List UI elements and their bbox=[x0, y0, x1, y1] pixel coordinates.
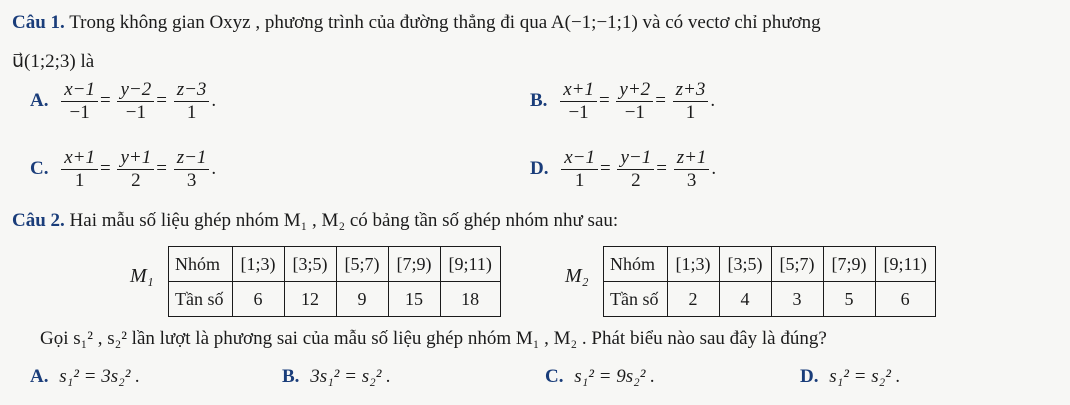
table2-name: M₂ bbox=[565, 265, 589, 287]
table-cell: 12 bbox=[284, 282, 336, 317]
table-cell: [3;5) bbox=[284, 247, 336, 282]
table-row bbox=[169, 282, 501, 317]
table-cell: Tần số bbox=[604, 282, 668, 317]
option-label: A. bbox=[30, 366, 49, 387]
q1-text: Trong không gian Oxyz , phương trình của đường thẳng đi qua A(−1;−1;1) và có vectơ chỉ phương bbox=[69, 12, 821, 33]
table-cell: 3 bbox=[771, 282, 823, 317]
q1-option-d[interactable]: D. $\frac{x-1}{1}$ = $\frac{y-1}{2}$ = $\frac{z+1}{3}$ . bbox=[530, 147, 717, 191]
q2-option-c[interactable] bbox=[545, 366, 655, 388]
option-label: B. bbox=[530, 90, 548, 112]
table-cell: 5 bbox=[823, 282, 875, 317]
q2-question: Gọi s₁² , s₂² lần lượt là phương sai của mẫu số liệu ghép nhóm M₁ , M₂ . Phát biểu nào sau đây là đúng? bbox=[40, 328, 827, 349]
table-cell: 18 bbox=[440, 282, 500, 317]
table-cell: [1;3) bbox=[667, 247, 719, 282]
option-text: s₁² = 9s₂² . bbox=[574, 366, 655, 387]
option-label: B. bbox=[282, 366, 300, 387]
option-text: 3s₁² = s₂² . bbox=[310, 366, 391, 387]
q1-label: Câu 1. bbox=[12, 12, 65, 33]
table-cell: [7;9) bbox=[388, 247, 440, 282]
table-m2 bbox=[603, 246, 936, 317]
table-row bbox=[604, 282, 936, 317]
table-cell: [5;7) bbox=[336, 247, 388, 282]
q2-option-a[interactable] bbox=[30, 366, 140, 388]
table-row bbox=[604, 247, 936, 282]
q2-label: Câu 2. bbox=[12, 210, 65, 231]
table-cell: [1;3) bbox=[232, 247, 284, 282]
table-cell: 6 bbox=[232, 282, 284, 317]
q1-option-c[interactable]: C. $\frac{x+1}{1}$ = $\frac{y+1}{2}$ = $\frac{z-1}{3}$ . bbox=[30, 147, 217, 191]
option-text: s₁² = 3s₂² . bbox=[59, 366, 140, 387]
q2-option-d[interactable] bbox=[800, 366, 900, 388]
table-cell: 2 bbox=[667, 282, 719, 317]
table-cell: [3;5) bbox=[719, 247, 771, 282]
table-cell: Tần số bbox=[169, 282, 233, 317]
table-cell: 15 bbox=[388, 282, 440, 317]
table-cell: [9;11) bbox=[440, 247, 500, 282]
q2-text: Hai mẫu số liệu ghép nhóm M₁ , M₂ có bảng tần số ghép nhóm như sau: bbox=[69, 210, 619, 231]
q1-line1 bbox=[12, 12, 821, 34]
option-label: C. bbox=[545, 366, 564, 387]
table1-name: M₁ bbox=[130, 265, 154, 287]
table-cell: [7;9) bbox=[823, 247, 875, 282]
table-cell: 4 bbox=[719, 282, 771, 317]
option-label: D. bbox=[800, 366, 819, 387]
option-label: D. bbox=[530, 158, 549, 180]
q1-option-b[interactable]: B. $\frac{x+1}{-1}$ = $\frac{y+2}{-1}$ = $\frac{z+3}{1}$ . bbox=[530, 79, 716, 123]
table-cell: Nhóm bbox=[169, 247, 233, 282]
table-cell: 9 bbox=[336, 282, 388, 317]
q2-line1 bbox=[12, 210, 618, 232]
table-cell: Nhóm bbox=[604, 247, 668, 282]
q1-text-line2: u⃗(1;2;3) là bbox=[12, 51, 95, 72]
table-cell: [9;11) bbox=[875, 247, 935, 282]
option-label: A. bbox=[30, 90, 49, 112]
table-m1 bbox=[168, 246, 501, 317]
table-cell: [5;7) bbox=[771, 247, 823, 282]
table-row bbox=[169, 247, 501, 282]
option-text: s₁² = s₂² . bbox=[829, 366, 901, 387]
q2-option-b[interactable] bbox=[282, 366, 391, 388]
option-label: C. bbox=[30, 158, 49, 180]
q1-option-a[interactable]: A. $\frac{x-1}{-1}$ = $\frac{y-2}{-1}$ = $\frac{z-3}{1}$ . bbox=[30, 79, 217, 123]
table-cell: 6 bbox=[875, 282, 935, 317]
